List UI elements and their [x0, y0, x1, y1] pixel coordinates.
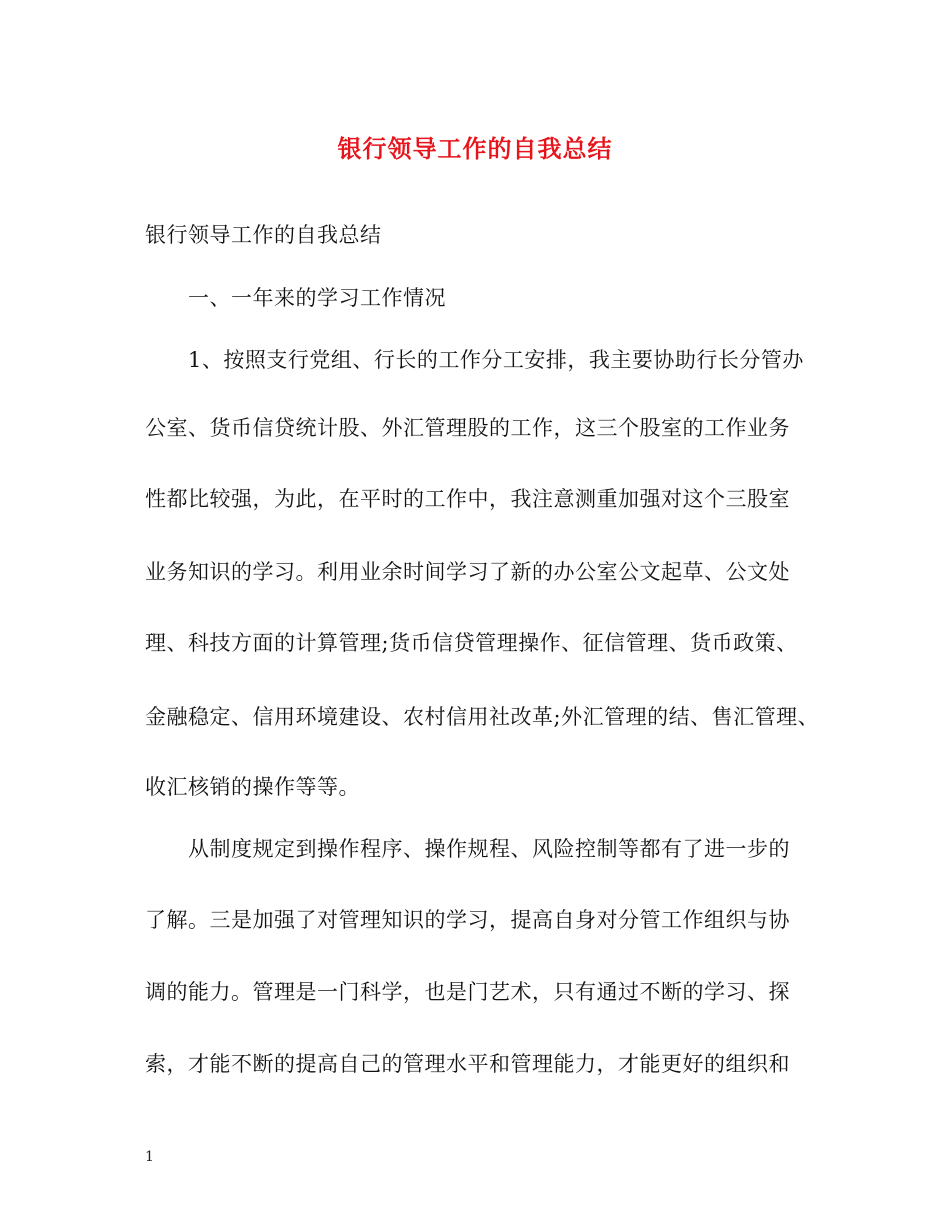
paragraph2-line-1: 从制度规定到操作程序、操作规程、风险控制等都有了进一步的 [188, 837, 790, 861]
paragraph1-line-3: 性都比较强，为此，在平时的工作中，我注意测重加强对这个三股室 [145, 487, 790, 511]
paragraph2-line-3: 调的能力。管理是一门科学，也是门艺术，只有通过不断的学习、探 [145, 980, 790, 1004]
page-number: 1 [145, 1149, 154, 1165]
document-title: 银行领导工作的自我总结 [337, 134, 613, 163]
paragraph1-line-7: 收汇核销的操作等等。 [145, 775, 360, 799]
document-subtitle: 银行领导工作的自我总结 [145, 223, 382, 247]
paragraph2-line-2: 了解。三是加强了对管理知识的学习，提高自身对分管工作组织与协 [145, 908, 790, 932]
section-heading: 一、一年来的学习工作情况 [188, 286, 446, 310]
paragraph1-line-6: 金融稳定、信用环境建设、农村信用社改革;外汇管理的结、售汇管理、 [145, 705, 820, 729]
paragraph2-line-4: 索，才能不断的提高自己的管理水平和管理能力，才能更好的组织和 [145, 1052, 790, 1076]
paragraph1-line-2: 公室、货币信贷统计股、外汇管理股的工作，这三个股室的工作业务 [145, 416, 790, 440]
paragraph1-line-5: 理、科技方面的计算管理;货币信贷管理操作、征信管理、货币政策、 [145, 631, 798, 655]
paragraph1-line-1: 1、按照支行党组、行长的工作分工安排，我主要协助行长分管办 [188, 348, 804, 372]
paragraph1-line-4: 业务知识的学习。利用业余时间学习了新的办公室公文起草、公文处 [145, 560, 790, 584]
